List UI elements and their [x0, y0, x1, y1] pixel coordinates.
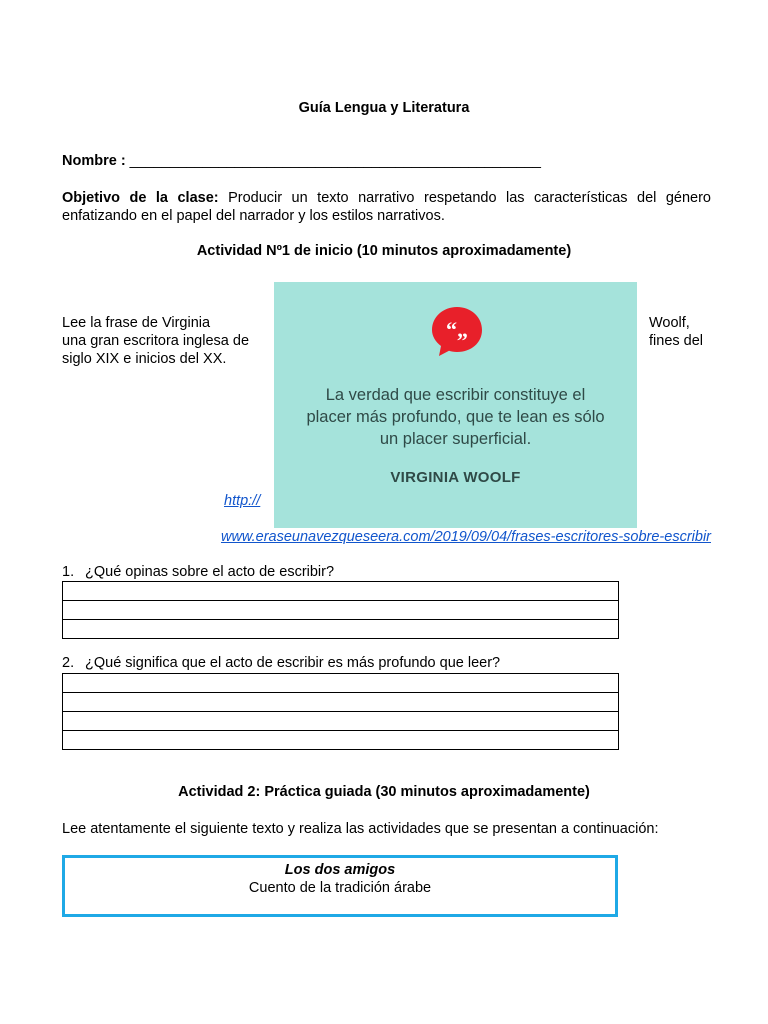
question-text: ¿Qué significa que el acto de escribir es más profundo que leer?: [85, 655, 501, 671]
answer-line[interactable]: [63, 674, 618, 693]
intro-line: siglo XIX e inicios del XX.: [62, 351, 227, 367]
svg-text:“„: “„: [446, 317, 468, 342]
source-link-part2[interactable]: www.eraseunavezqueseera.com/2019/09/04/frases-escritores-sobre-escribir: [220, 529, 711, 545]
objective-text: Producir un texto narrativo respetando las características del género enfatizando en el papel del narrador y los estilos narrativos.: [62, 190, 711, 224]
quote-bubble-icon: [431, 305, 483, 357]
intro-line: una gran escritora inglesa de: [62, 333, 250, 349]
story-title-box: [62, 855, 618, 917]
quote-line: placer más profundo, que te lean es sólo: [306, 408, 605, 426]
intro-line: Lee la frase de Virginia: [62, 315, 211, 331]
intro-text-left: [62, 314, 262, 368]
story-subtitle: Cuento de la tradición árabe: [248, 880, 432, 896]
question-number: 1.: [62, 564, 75, 580]
quote-line: La verdad que escribir constituye el: [325, 386, 586, 404]
answer-line[interactable]: [63, 693, 618, 712]
question-1: [62, 564, 334, 580]
quote-author: VIRGINIA WOOLF: [390, 469, 521, 486]
answer-line[interactable]: [63, 731, 618, 749]
class-objective: [62, 189, 711, 225]
answer-box-2[interactable]: [62, 673, 619, 750]
question-text: ¿Qué opinas sobre el acto de escribir?: [85, 564, 335, 580]
source-link-part1[interactable]: http://: [224, 493, 261, 509]
intro-text-right: [649, 314, 719, 350]
page-title: Guía Lengua y Literatura: [298, 100, 470, 116]
name-line: ___________________________________________________: [125, 153, 541, 169]
objective-label: Objetivo de la clase:: [62, 190, 219, 206]
answer-line[interactable]: [63, 582, 618, 601]
answer-line[interactable]: [63, 620, 618, 638]
name-label: Nombre :: [62, 153, 126, 169]
answer-line[interactable]: [63, 601, 618, 620]
story-title: Los dos amigos: [284, 862, 396, 878]
activity-2-instruction: Lee atentamente el siguiente texto y realiza las actividades que se presentan a continuación:: [62, 821, 659, 837]
quote-line: un placer superficial.: [379, 430, 532, 448]
activity-2-heading: Actividad 2: Práctica guiada (30 minutos aproximadamente): [178, 784, 590, 800]
answer-line[interactable]: [63, 712, 618, 731]
answer-box-1[interactable]: [62, 581, 619, 639]
quote-text: [274, 384, 637, 450]
question-2: [62, 655, 500, 671]
intro-line: Woolf,: [649, 315, 690, 331]
name-field[interactable]: [62, 153, 541, 169]
activity-1-heading: Actividad Nº1 de inicio (10 minutos aproximadamente): [196, 243, 572, 259]
question-number: 2.: [62, 655, 75, 671]
quote-image: [274, 282, 637, 528]
intro-line: fines del: [649, 333, 704, 349]
